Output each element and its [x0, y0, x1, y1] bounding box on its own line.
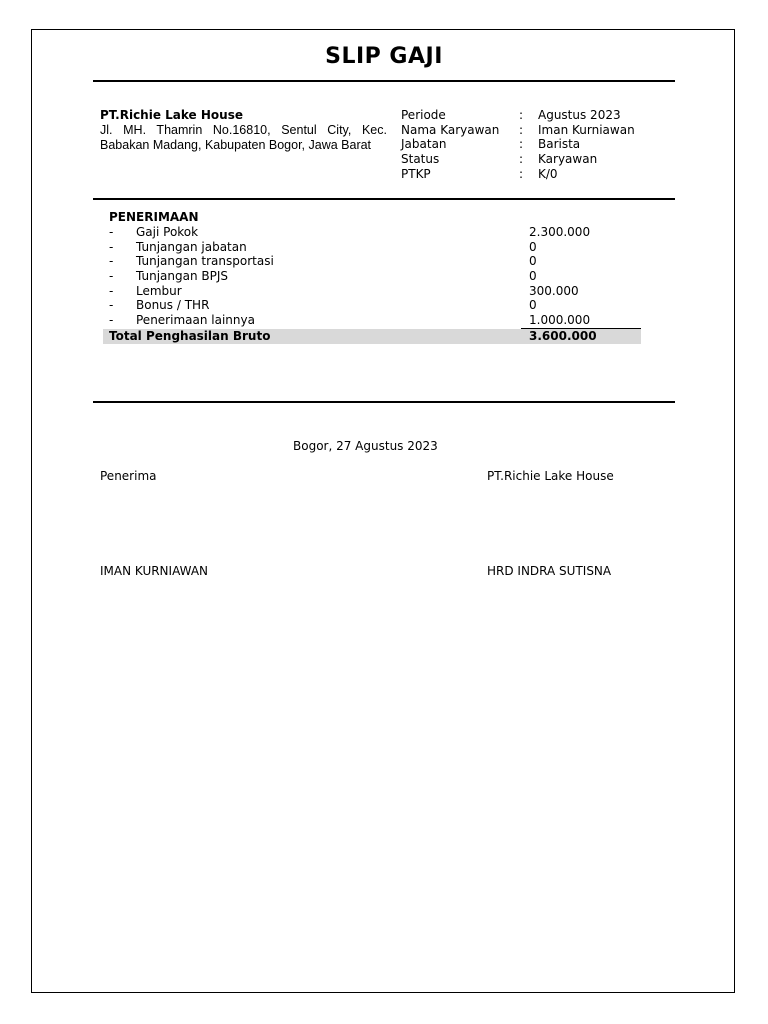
info-label: Jabatan — [401, 137, 447, 151]
item-value: 300.000 — [529, 284, 579, 298]
info-label: Periode — [401, 108, 446, 122]
item-dash: - — [109, 254, 114, 268]
item-dash: - — [109, 284, 114, 298]
info-colon: : — [519, 167, 524, 181]
company-address: Jl. MH. Thamrin No.16810, Sentul City, Kec. Babakan Madang, Kabupaten Bogor, Jawa Barat — [100, 123, 387, 152]
item-value: 0 — [529, 240, 537, 254]
item-label: Penerimaan lainnya — [136, 313, 255, 327]
info-label: PTKP — [401, 167, 431, 181]
item-dash: - — [109, 313, 114, 327]
slip-page-border — [31, 29, 735, 993]
info-value: Karyawan — [538, 152, 598, 166]
item-value: 0 — [529, 254, 537, 268]
item-label: Tunjangan jabatan — [136, 240, 247, 254]
total-row — [103, 329, 641, 344]
issuer-role: PT.Richie Lake House — [487, 469, 614, 483]
company-name: PT.Richie Lake House — [100, 108, 243, 122]
item-label: Bonus / THR — [136, 298, 210, 312]
item-label: Tunjangan BPJS — [136, 269, 229, 283]
item-label: Lembur — [136, 284, 182, 298]
issuer-name: HRD INDRA SUTISNA — [487, 564, 612, 578]
footer-divider — [93, 401, 675, 403]
info-colon: : — [519, 152, 524, 166]
section-title-penerimaan: PENERIMAAN — [109, 210, 199, 224]
item-value: 0 — [529, 298, 537, 312]
info-colon: : — [519, 123, 524, 137]
recipient-role: Penerima — [100, 469, 157, 483]
info-label: Nama Karyawan — [401, 123, 500, 137]
page-title: SLIP GAJI — [325, 44, 443, 69]
item-value: 2.300.000 — [529, 225, 591, 239]
item-label: Tunjangan transportasi — [136, 254, 274, 268]
info-value: Agustus 2023 — [538, 108, 621, 122]
item-dash: - — [109, 225, 114, 239]
item-value: 0 — [529, 269, 537, 283]
item-label: Gaji Pokok — [136, 225, 199, 239]
info-value: Iman Kurniawan — [538, 123, 635, 137]
item-dash: - — [109, 269, 114, 283]
place-date: Bogor, 27 Agustus 2023 — [293, 439, 438, 453]
info-colon: : — [519, 137, 524, 151]
item-value: 1.000.000 — [529, 313, 591, 327]
item-dash: - — [109, 298, 114, 312]
title-divider — [93, 80, 675, 82]
total-value: 3.600.000 — [529, 329, 597, 343]
recipient-name: IMAN KURNIAWAN — [100, 564, 209, 578]
info-colon: : — [519, 108, 524, 122]
info-label: Status — [401, 152, 440, 166]
info-value: Barista — [538, 137, 581, 151]
info-value: K/0 — [538, 167, 558, 181]
total-label: Total Penghasilan Bruto — [109, 329, 271, 343]
header-divider — [93, 198, 675, 200]
item-dash: - — [109, 240, 114, 254]
